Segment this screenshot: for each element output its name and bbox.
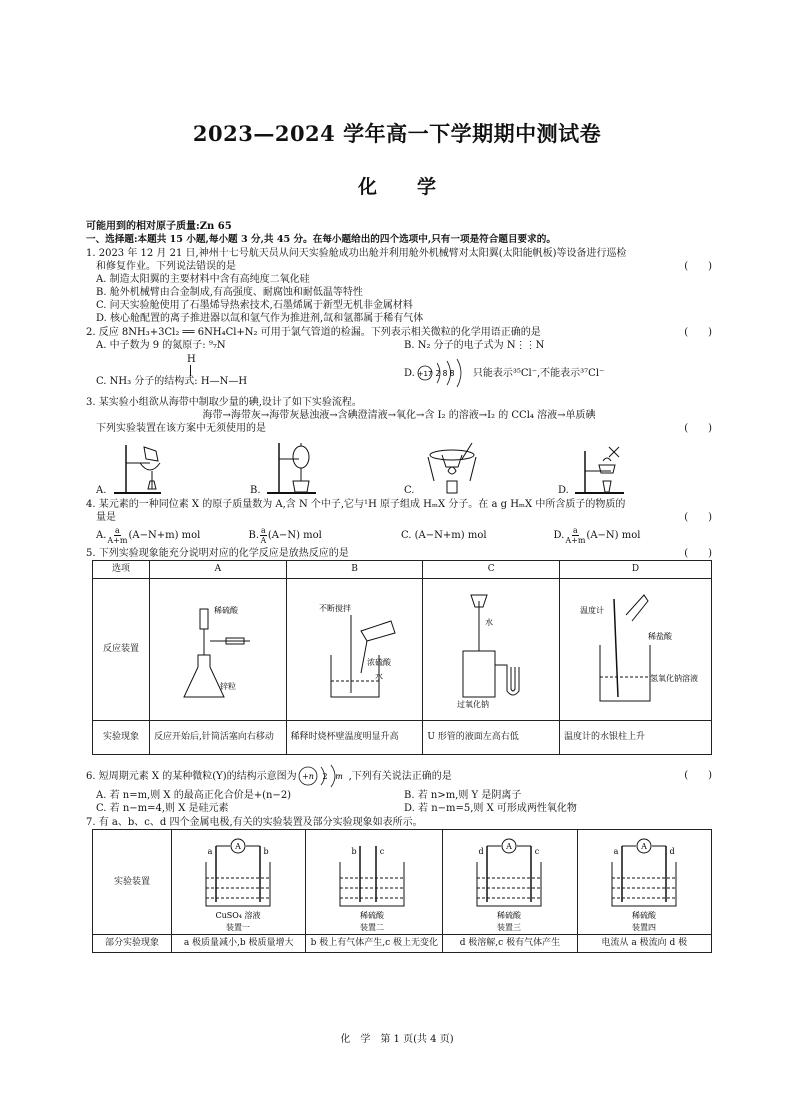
- q2-c-text: C. NH₃ 分子的结构式: H—N—H: [96, 376, 248, 387]
- galvanic-cell-icon: [447, 832, 572, 932]
- ammeter-label: A: [506, 842, 513, 851]
- question-2: [86, 326, 712, 388]
- q5-apparatus-d: [560, 579, 712, 721]
- q3-ask-text: 下列实验装置在该方案中无须使用的是: [96, 423, 266, 434]
- q4-a-fraction: [107, 526, 127, 545]
- u-tube-bottle-icon: [427, 585, 552, 715]
- q6-stem-pre: 6. 短周期元素 X 的某种微粒(Y)的结构示意图为: [86, 770, 297, 782]
- electrode-right-label: d: [669, 847, 675, 856]
- q4-a-num: a: [115, 525, 120, 535]
- electrode-left-label: a: [207, 847, 213, 856]
- q5-phenomenon-b: 稀释时烧杯壁温度明显升高: [286, 721, 423, 755]
- electrode-right-label: b: [263, 847, 269, 856]
- q7-device-4: [577, 830, 711, 935]
- q3-option-b: [250, 437, 404, 497]
- q7-device-2: [306, 830, 443, 935]
- q3-apparatus-row: [86, 435, 712, 497]
- q5-b-label-2: 水: [374, 671, 383, 681]
- device-label: 装置二: [360, 923, 385, 932]
- q5-c-label-0: 水: [485, 617, 494, 627]
- q4-option-c: C. (A−N+m) mol: [401, 529, 487, 541]
- device-label: 装置三: [497, 923, 522, 932]
- question-3: [86, 396, 712, 497]
- q7-stem: 7. 有 a、b、c、d 四个金属电极,有关的实验装置及部分实验现象如表所示。: [86, 817, 423, 828]
- exam-title: 2023—2024 学年高一下学期期中测试卷: [192, 121, 602, 146]
- q7-phenomenon-1: a 极质量减小,b 极质量增大: [172, 935, 306, 953]
- q7-apparatus-row: [93, 830, 712, 935]
- question-1: [86, 247, 712, 325]
- q4-d-fraction: [565, 526, 585, 545]
- q4-stem-line1: 4. 某元素的一种同位素 X 的原子质量数为 A,含 N 个中子,它与¹H 原子组成 HₘX 分子。在 a g HₘX 中所含质子的物质的: [86, 499, 626, 510]
- q2-stem-text: 2. 反应 8NH₃+3Cl₂ ══ 6NH₄Cl+N₂ 可用于氯气管道的检漏。下列表示相关微粒的化学用语正确的是: [86, 327, 541, 338]
- q5-stem-line: [86, 547, 712, 560]
- exam-content: [86, 220, 712, 953]
- ammeter-label: A: [640, 842, 647, 851]
- chlorine-ion-structure-icon: [415, 358, 473, 388]
- q4-option-d: [554, 526, 707, 545]
- section-heading: 一、选择题:本题共 15 小题,每小题 3 分,共 45 分。在每小题给出的四个选项中,只有一项是符合题目要求的。: [86, 234, 556, 245]
- q4-b-den: A: [260, 535, 267, 545]
- q6-options-row2: [86, 802, 712, 815]
- q6-option-c: C. 若 n−m=4,则 X 是硅元素: [96, 803, 229, 814]
- galvanic-cell-icon: [582, 832, 707, 932]
- q4-a-tail: (A−N+m) mol: [128, 529, 201, 541]
- q2-c-top-atom: H: [187, 354, 196, 365]
- q2-option-d: [404, 358, 712, 388]
- q3-ask-line: [86, 422, 712, 435]
- q1-stem-text: 和修复作业。下列说法错误的是: [96, 261, 236, 272]
- q5-apparatus-a: [150, 579, 287, 721]
- solution-label: CuSO₄ 溶液: [215, 911, 261, 920]
- electrode-left-label: b: [351, 847, 357, 856]
- q2-d-nucleus: +17: [417, 370, 433, 378]
- answer-bracket: ( ): [684, 512, 712, 523]
- q3-option-a: [96, 437, 250, 497]
- q7-device-3: [443, 830, 577, 935]
- dilution-beaker-icon: [291, 585, 416, 715]
- q7-phenomenon-2: b 极上有气体产生,c 极上无变化: [306, 935, 443, 953]
- galvanic-cell-icon: [310, 832, 435, 932]
- answer-bracket: ( ): [684, 548, 712, 559]
- q5-stem-text: 5. 下列实验现象能充分说明对应的化学反应是放热反应的是: [86, 548, 349, 559]
- q5-phenomenon-a: 反应开始后,针筒活塞向右移动: [150, 721, 287, 755]
- q5-header-c: C: [423, 561, 560, 579]
- q1-option-a: A. 制造太阳翼的主要材料中含有高纯度二氧化硅: [96, 274, 310, 285]
- q2-option-a: A. 中子数为 9 的氮原子: ⁹₇N: [96, 340, 226, 351]
- q5-b-label-1: 浓硫酸: [366, 657, 391, 667]
- q7-device-1: [172, 830, 306, 935]
- q6-options-row1: [86, 789, 712, 802]
- answer-bracket: ( ): [684, 327, 712, 338]
- q4-d-num: a: [572, 525, 578, 535]
- q4-stem-text: 量是: [96, 512, 116, 523]
- q5-d-label-2: 氢氧化钠溶液: [650, 673, 699, 683]
- q5-phenomena-row: [93, 721, 712, 755]
- q4-a-den: A+m: [107, 535, 128, 545]
- answer-bracket: ( ): [684, 770, 712, 781]
- subject-heading: 化学: [357, 176, 476, 198]
- sublimation-apparatus-icon: [569, 437, 639, 497]
- q3-c-label: C.: [404, 485, 415, 496]
- q6-nucleus: +n: [301, 772, 314, 781]
- q5-header-option: 选项: [93, 561, 150, 579]
- q5-row-phenomena-label: 实验现象: [93, 721, 150, 755]
- q5-header-a: A: [150, 561, 287, 579]
- q4-b-num: a: [261, 525, 266, 535]
- q3-option-c: [404, 437, 558, 497]
- q1-option-c: C. 问天实验舱使用了石墨烯导热索技术,石墨烯属于新型无机非金属材料: [96, 300, 413, 311]
- q4-d-den: A+m: [565, 535, 586, 545]
- q6-option-a: A. 若 n=m,则 X 的最高正化合价是+(n−2): [96, 790, 292, 801]
- q5-apparatus-c: [423, 579, 560, 721]
- separatory-funnel-icon: [261, 437, 331, 497]
- q5-d-label-0: 温度计: [580, 605, 605, 615]
- q7-row-apparatus-label: 实验装置: [93, 830, 172, 935]
- q2-option-b: B. N₂ 分子的电子式为 N⋮⋮N: [404, 340, 545, 351]
- electrode-right-label: c: [380, 847, 385, 856]
- q2-option-c: [96, 354, 404, 388]
- q4-a-label: A.: [96, 529, 107, 541]
- q4-options: [86, 524, 706, 546]
- q5-a-label-1: 锌粒: [220, 681, 236, 691]
- q1-option-d: D. 核心舱配置的离子推进器以氙和氩气作为推进剂,氙和氩都属于稀有气体: [96, 313, 424, 324]
- q1-option-b: B. 舱外机械臂由合金制成,有高强度、耐腐蚀和耐低温等特性: [96, 287, 363, 298]
- q4-stem-line2: [86, 511, 712, 524]
- crucible-burning-icon: [414, 437, 494, 497]
- answer-bracket: ( ): [684, 423, 712, 434]
- q5-header-row: [93, 561, 712, 579]
- q4-option-b: [249, 526, 402, 545]
- q2-d-shells: 2 8 8: [435, 369, 455, 378]
- atomic-mass-note: 可能用到的相对原子质量:Zn 65: [86, 221, 232, 232]
- particle-structure-icon: [297, 763, 349, 789]
- q7-row-phenomena-label: 部分实验现象: [93, 935, 172, 953]
- q6-stem-post: ,下列有关说法正确的是: [348, 770, 452, 782]
- q5-phenomenon-c: U 形管的液面左高右低: [423, 721, 560, 755]
- evaporation-apparatus-icon: [106, 437, 176, 497]
- galvanic-cell-icon: [176, 832, 301, 932]
- device-label: 装置一: [226, 923, 250, 932]
- q1-stem-line1: 1. 2023 年 12 月 21 日,神州十七号航天员从问天实验舱成功出舱并利用舱外机械臂对太阳翼(太阳能帆板)等设备进行巡检: [86, 248, 627, 259]
- q6-shell-inner: 2: [322, 772, 328, 781]
- solution-label: 稀硫酸: [360, 911, 385, 920]
- q7-table: [92, 829, 712, 953]
- q4-option-a: [96, 526, 249, 545]
- q3-b-label: B.: [250, 485, 261, 496]
- q1-stem-line2: [86, 260, 712, 273]
- syringe-flask-icon: [154, 585, 279, 715]
- q5-phenomenon-d: 温度计的水银柱上升: [560, 721, 712, 755]
- question-4: [86, 498, 712, 546]
- electrode-left-label: a: [613, 847, 618, 856]
- q5-b-label-0: 不断搅拌: [318, 603, 351, 613]
- ammeter-label: A: [235, 842, 241, 851]
- q5-header-d: D: [560, 561, 712, 579]
- q7-phenomena-row: [93, 935, 712, 953]
- q2-options-row2: [86, 352, 712, 388]
- q6-option-d: D. 若 n−m=5,则 X 可形成两性氧化物: [404, 803, 577, 814]
- q5-apparatus-b: [286, 579, 423, 721]
- q3-stem: 3. 某实验小组欲从海带中制取少量的碘,设计了如下实验流程。: [86, 397, 362, 408]
- q2-stem-line: [86, 326, 712, 339]
- electrode-right-label: c: [534, 847, 540, 856]
- question-7: [86, 816, 712, 953]
- q7-phenomenon-4: 电流从 a 极流向 d 极: [577, 935, 711, 953]
- solution-label: 稀硫酸: [497, 911, 522, 920]
- q7-phenomenon-3: d 极溶解,c 极有气体产生: [443, 935, 577, 953]
- q2-d-text: 只能表示³⁵Cl⁻,不能表示³⁷Cl⁻: [472, 367, 605, 379]
- question-5: [86, 547, 712, 755]
- solution-label: 稀硫酸: [631, 911, 656, 920]
- q4-b-fraction: [260, 526, 267, 545]
- question-6: [86, 763, 712, 815]
- q4-d-label: D.: [553, 529, 565, 541]
- q5-a-label-0: 稀硫酸: [214, 605, 238, 615]
- electrode-left-label: d: [478, 847, 484, 856]
- q3-flow: 海带→海带灰→海带灰悬浊液→含碘澄清液→氧化→含 I₂ 的溶液→I₂ 的 CCl₄ 溶液→单质碘: [202, 410, 596, 421]
- q4-b-tail: (A−N) mol: [267, 529, 322, 541]
- q5-table: [92, 560, 712, 755]
- q3-d-label: D.: [558, 485, 569, 496]
- q5-d-label-1: 稀盐酸: [648, 631, 673, 641]
- q6-stem-line: [86, 763, 712, 789]
- q5-c-label-1: 过氧化钠: [457, 699, 490, 709]
- q2-c-bond: [190, 365, 191, 376]
- thermometer-beaker-icon: [564, 585, 704, 715]
- q3-a-label: A.: [96, 485, 107, 496]
- q5-apparatus-row: [93, 579, 712, 721]
- q5-header-b: B: [286, 561, 423, 579]
- q5-row-apparatus-label: 反应装置: [93, 579, 150, 721]
- q6-shell-outer: m: [334, 772, 343, 781]
- q6-option-b: B. 若 n>m,则 Y 是阴离子: [404, 790, 522, 801]
- page-footer: 化 学 第 1 页(共 4 页): [340, 1034, 454, 1045]
- device-label: 装置四: [631, 923, 656, 932]
- q3-option-d: [558, 437, 712, 497]
- answer-bracket: ( ): [684, 261, 712, 272]
- q4-b-label: B.: [248, 529, 260, 541]
- q4-d-tail: (A−N) mol: [586, 529, 641, 541]
- q2-options-row1: [86, 339, 712, 352]
- q2-d-label: D.: [404, 367, 415, 379]
